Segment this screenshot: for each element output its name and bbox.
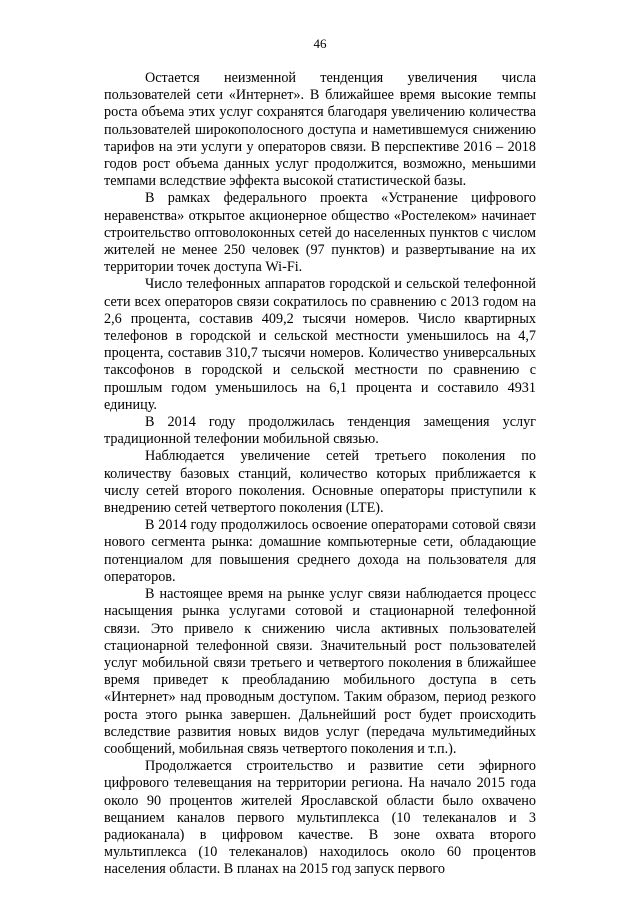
body-text	[104, 70, 536, 879]
paragraph-home-networks: В 2014 году продолжилось освоение операторами сотовой связи нового сегмента рынка: домашние компьютерные сети, обладающие потенциалом для повышения среднего дохода на пользователя для операторов.	[104, 517, 536, 585]
page-number: 46	[313, 36, 327, 51]
paragraph-market-saturation: В настоящее время на рынке услуг связи наблюдается процесс насыщения рынка услугами сотовой и стационарной телефонной связи. Это привело к снижению числа активных пользователей стационарной телефонной связи. Значительный рост пользователей услуг мобильной связи третьего и четвертого поколения в ближайшее время приведет к преобладанию мобильного доступа в сеть «Интернет» над проводным доступом. Таким образом, период резкого роста этого рынка завершен. Дальнейший рост будет происходить вследствие развития новых видов услуг (передача мультимедийных сообщений, мобильная связь четвертого поколения и т.п.).	[104, 586, 536, 757]
paragraph-internet-trend: Остается неизменной тенденция увеличения числа пользователей сети «Интернет». В ближайшее время высокие темпы роста объема этих услуг сохранятся благодаря увеличению количества пользователей широкополосного доступа и наметившемуся снижению тарифов на эти услуги у операторов связи. В перспективе 2016 – 2018 годов рост объема данных услуг продолжится, возможно, меньшими темпами вследствие эффекта высокой статистической базы.	[104, 70, 536, 190]
paragraph-mobile-substitution: В 2014 году продолжилась тенденция замещения услуг традиционной телефонии мобильной связью.	[104, 414, 536, 448]
paragraph-rostelecom-project: В рамках федерального проекта «Устранение цифрового неравенства» открытое акционерное общество «Ростелеком» начинает строительство оптоволоконных сетей до населенных пунктов с числом жителей не менее 250 человек (97 пунктов) и развертывание на их территории точек доступа Wi-Fi.	[104, 190, 536, 276]
paragraph-telephone-count: Число телефонных аппаратов городской и сельской телефонной сети всех операторов связи сократилось по сравнению с 2013 годом на 2,6 процента, составив 409,2 тысячи номеров. Число квартирных телефонов в городской и сельской местности уменьшилось на 4,7 процента, составив 310,7 тысячи номеров. Количество универсальных таксофонов в городской и сельской местности по сравнению с прошлым годом уменьшилось на 6,1 процента и составило 4931 единицу.	[104, 276, 536, 413]
paragraph-digital-tv: Продолжается строительство и развитие сети эфирного цифрового телевещания на территории региона. На начало 2015 года около 90 процентов жителей Ярославской области было охвачено вещанием каналов первого мультиплекса (10 телеканалов и 3 радиоканала) в цифровом качестве. В зоне охвата второго мультиплекса (10 телеканалов) находилось около 60 процентов населения области. В планах на 2015 год запуск первого	[104, 758, 536, 878]
paragraph-3g-networks: Наблюдается увеличение сетей третьего поколения по количеству базовых станций, количество которых приближается к числу сетей второго поколения. Основные операторы приступили к внедрению сетей четвертого поколения (LTE).	[104, 448, 536, 517]
